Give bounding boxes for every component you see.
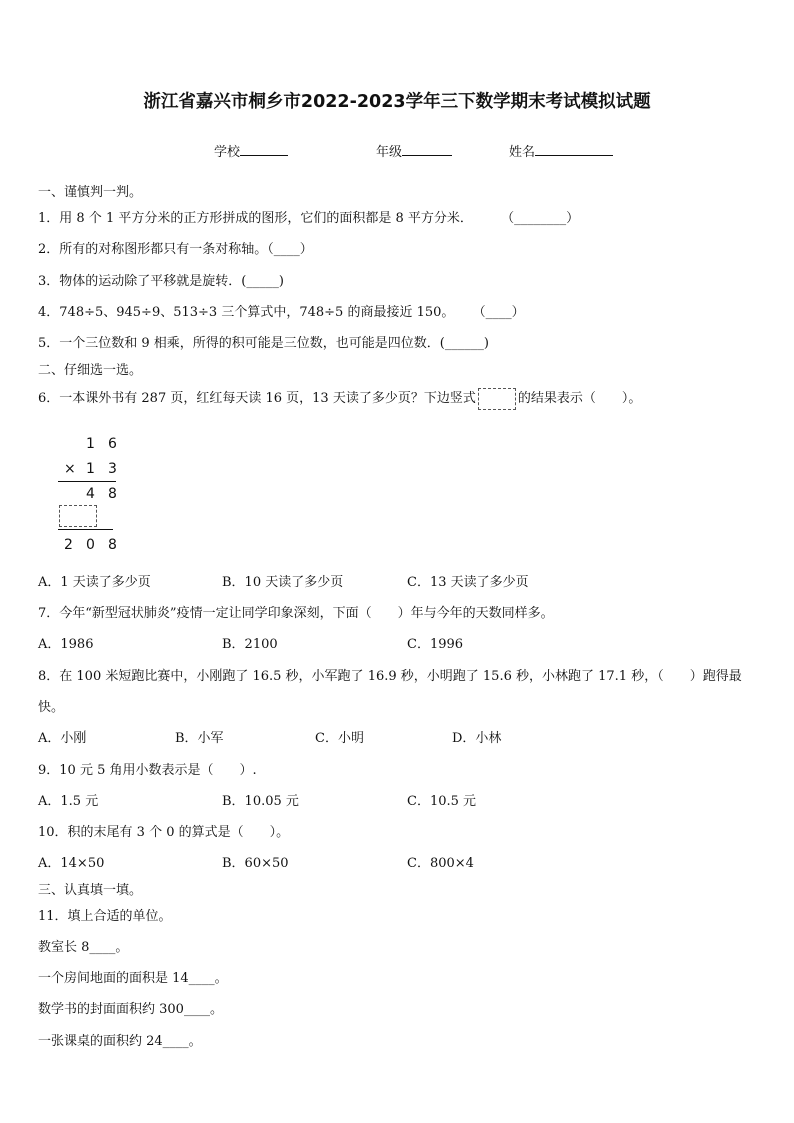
question-1: [38, 207, 579, 226]
q10-option-a[interactable]: A．14×50: [38, 856, 105, 871]
question-4-text: 4．748÷5、945÷9、513÷3 三个算式中，748÷5 的商最接近 150。: [38, 305, 455, 320]
question-6: [38, 387, 641, 410]
q6-option-c[interactable]: C．13 天读了多少页: [407, 575, 529, 590]
question-7: 7．今年“新型冠状肺炎”疫情一定让同学印象深刻，下面（ ）年与今年的天数同样多。: [38, 606, 554, 621]
question-6-text-b: 的结果表示（ ）。: [517, 391, 642, 406]
name-blank[interactable]: [535, 143, 613, 156]
question-9: 9．10 元 5 角用小数表示是（ ）.: [38, 763, 257, 778]
q11-item: 数学书的封面面积约 300____。: [38, 1002, 223, 1017]
q7-option-b[interactable]: B．2100: [222, 637, 278, 652]
q11-item: 一个房间地面的面积是 14____。: [38, 971, 228, 986]
calc-rule: [58, 529, 113, 530]
q7-option-a[interactable]: A．1986: [38, 637, 94, 652]
page-title: 浙江省嘉兴市桐乡市2022-2023学年三下数学期末考试模拟试题: [143, 92, 651, 112]
section-3-heading: 三、认真填一填。: [38, 883, 143, 898]
question-3: 3．物体的运动除了平移就是旋转．(_____): [38, 274, 284, 289]
calc-digit: 1: [86, 436, 95, 452]
q10-option-b[interactable]: B．60×50: [222, 856, 289, 871]
section-2-heading: 二、仔细选一选。: [38, 363, 143, 378]
calc-digit: 6: [108, 436, 117, 452]
question-8-line-1: 8．在 100 米短跑比赛中，小刚跑了 16.5 秒，小军跑了 16.9 秒，小明跑了 15.6 秒，小林跑了 17.1 秒，（ ）跑得最: [38, 669, 742, 684]
q11-item: 一张课桌的面积约 24____。: [38, 1034, 202, 1049]
grade-field: [376, 141, 452, 160]
name-field: [509, 141, 613, 160]
q6-option-a[interactable]: A．1 天读了多少页: [38, 575, 151, 590]
question-4: [38, 301, 525, 320]
school-field: [214, 141, 288, 160]
calc-rule: [58, 481, 116, 482]
grade-label: 年级: [376, 145, 403, 160]
name-label: 姓名: [509, 145, 536, 160]
calc-digit: 8: [108, 537, 117, 553]
q9-option-c[interactable]: C．10.5 元: [407, 794, 477, 809]
calc-digit: 0: [86, 537, 95, 553]
q10-option-c[interactable]: C．800×4: [407, 856, 474, 871]
dashed-box: [59, 505, 97, 527]
q6-option-b[interactable]: B．10 天读了多少页: [222, 575, 344, 590]
q11-item: 教室长 8____。: [38, 940, 129, 955]
q8-option-a[interactable]: A．小刚: [38, 731, 87, 746]
question-2: 2．所有的对称图形都只有一条对称轴。（____）: [38, 242, 313, 257]
q8-option-b[interactable]: B．小军: [175, 731, 224, 746]
question-4-answer[interactable]: （____）: [472, 305, 525, 320]
calc-digit: 1: [86, 461, 95, 477]
calc-digit: 3: [108, 461, 117, 477]
question-8-line-2: 快。: [38, 700, 65, 715]
calc-digit: 2: [64, 537, 73, 553]
school-label: 学校: [214, 145, 241, 160]
q7-option-c[interactable]: C．1996: [407, 637, 464, 652]
question-1-answer[interactable]: （________）: [501, 211, 580, 226]
q9-option-a[interactable]: A．1.5 元: [38, 794, 99, 809]
q9-option-b[interactable]: B．10.05 元: [222, 794, 299, 809]
question-1-text: 1．用 8 个 1 平方分米的正方形拼成的图形，它们的面积都是 8 平方分米．: [38, 211, 473, 226]
question-5: 5．一个三位数和 9 相乘，所得的积可能是三位数，也可能是四位数．(______): [38, 336, 489, 351]
question-10: 10．积的末尾有 3 个 0 的算式是（ ）。: [38, 825, 290, 840]
calc-digit: 4: [86, 486, 95, 502]
dashed-box: [478, 388, 516, 410]
question-6-text-a: 6．一本课外书有 287 页，红红每天读 16 页，13 天读了多少页？下边竖式: [38, 391, 476, 406]
calc-digit: 8: [108, 486, 117, 502]
question-11: 11．填上合适的单位。: [38, 909, 172, 924]
q8-option-c[interactable]: C．小明: [315, 731, 364, 746]
multiply-sign: ×: [64, 461, 76, 477]
grade-blank[interactable]: [402, 143, 452, 156]
school-blank[interactable]: [240, 143, 288, 156]
q8-option-d[interactable]: D．小林: [452, 731, 502, 746]
section-1-heading: 一、谨慎判一判。: [38, 185, 143, 200]
